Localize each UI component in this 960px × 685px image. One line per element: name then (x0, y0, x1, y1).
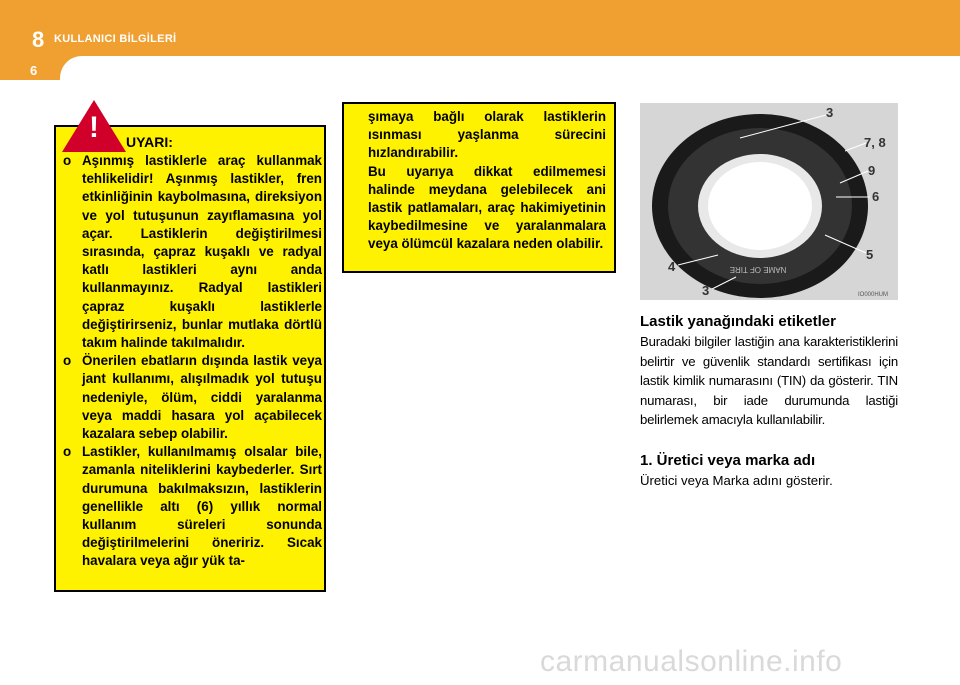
header-divider (60, 56, 960, 80)
warning-title: UYARI: (126, 134, 173, 150)
subsection-body: Üretici veya Marka adını gösterir. (640, 473, 833, 488)
warning-list (60, 152, 322, 571)
watermark: carmanualsonline.info (540, 645, 843, 678)
warning-icon-mark: ! (89, 111, 99, 144)
page-number: 6 (30, 63, 38, 78)
callout-label: 9 (868, 163, 876, 178)
warning-item-text: Aşınmış lastiklerle araç kullanmak tehlikelidir! Aşınmış lastikler, fren etkinliğinin kaybolmasına, direksiyon ve yol tutuşunun zayıflamasına yol açar. Lastiklerin değiştirilmesi sırasında, çapraz kuşaklı ve radyal katlı lastikleri aynı anda kullanmayınız. Radyal lastikleri çapraz kuşaklı lastiklerle değiştirirseniz, bunlar mutlaka dörtlü takım halinde takılmalıdır. (82, 153, 322, 351)
warning-item (60, 443, 322, 570)
callout-label: 3 (826, 105, 834, 120)
section-title: Lastik yanağındaki etiketler (640, 313, 836, 330)
chapter-number: 8 (32, 27, 45, 52)
callout-label: 3 (702, 283, 710, 298)
continuation-paragraph: şımaya bağlı olarak lastiklerin ısınması yaşlanma sürecini hızlandırabilir. (368, 109, 606, 161)
subsection-title: 1. Üretici veya marka adı (640, 452, 816, 469)
warning-item-text: Önerilen ebatların dışında lastik veya jant kullanımı, alışılmadık yol tutuşu nedeniyle, ölüm, ciddi yaralanma veya maddi hasara yol açabilecek kazalara sebep olabilir. (82, 353, 322, 442)
callout-label: 5 (866, 247, 874, 262)
warning-item-text: Lastikler, kullanılmamış olsalar bile, zamanla niteliklerini kaybederler. Sırt durumuna bakılmaksızın, lastiklerin genellikle altı (6) yıllık normal kullanım süreleri sonunda değiştirilmelerini öneririz. Sıcak havalara veya ağır yük ta- (82, 444, 322, 569)
warning-item (60, 152, 322, 352)
chapter-title: KULLANICI BİLGİLERİ (54, 33, 177, 45)
bullet: o (63, 444, 72, 460)
bullet: o (63, 153, 72, 168)
section-body: Buradaki bilgiler lastiğin ana karakteristiklerini belirtir ve güvenlik standardı sertifikası için lastik kimlik numarasını (TIN) da gösterir. TIN numarası, bir iade durumunda lastiği belirlemek amacıyla kullanılabilir. (640, 334, 898, 427)
rim-inner (708, 162, 812, 250)
callout-label: 6 (872, 189, 880, 204)
callout-label: 7, 8 (864, 135, 886, 150)
figure-code: IO000HUM (858, 292, 889, 298)
tire-sidewall-figure (640, 103, 898, 300)
continuation-paragraph: Bu uyarıya dikkat edilmemesi halinde meydana gelebilecek ani lastik patlamaları, araç hakimiyetinin kaybedilmesine ve yaralanmalara veya ölümcül kazalara neden olabilir. (368, 163, 606, 252)
warning-item (60, 352, 322, 443)
bullet: o (63, 353, 72, 369)
sidewall-text: NAME OF TIRE (729, 265, 787, 274)
callout-label: 4 (668, 259, 676, 274)
warning-continuation-box (342, 102, 616, 273)
